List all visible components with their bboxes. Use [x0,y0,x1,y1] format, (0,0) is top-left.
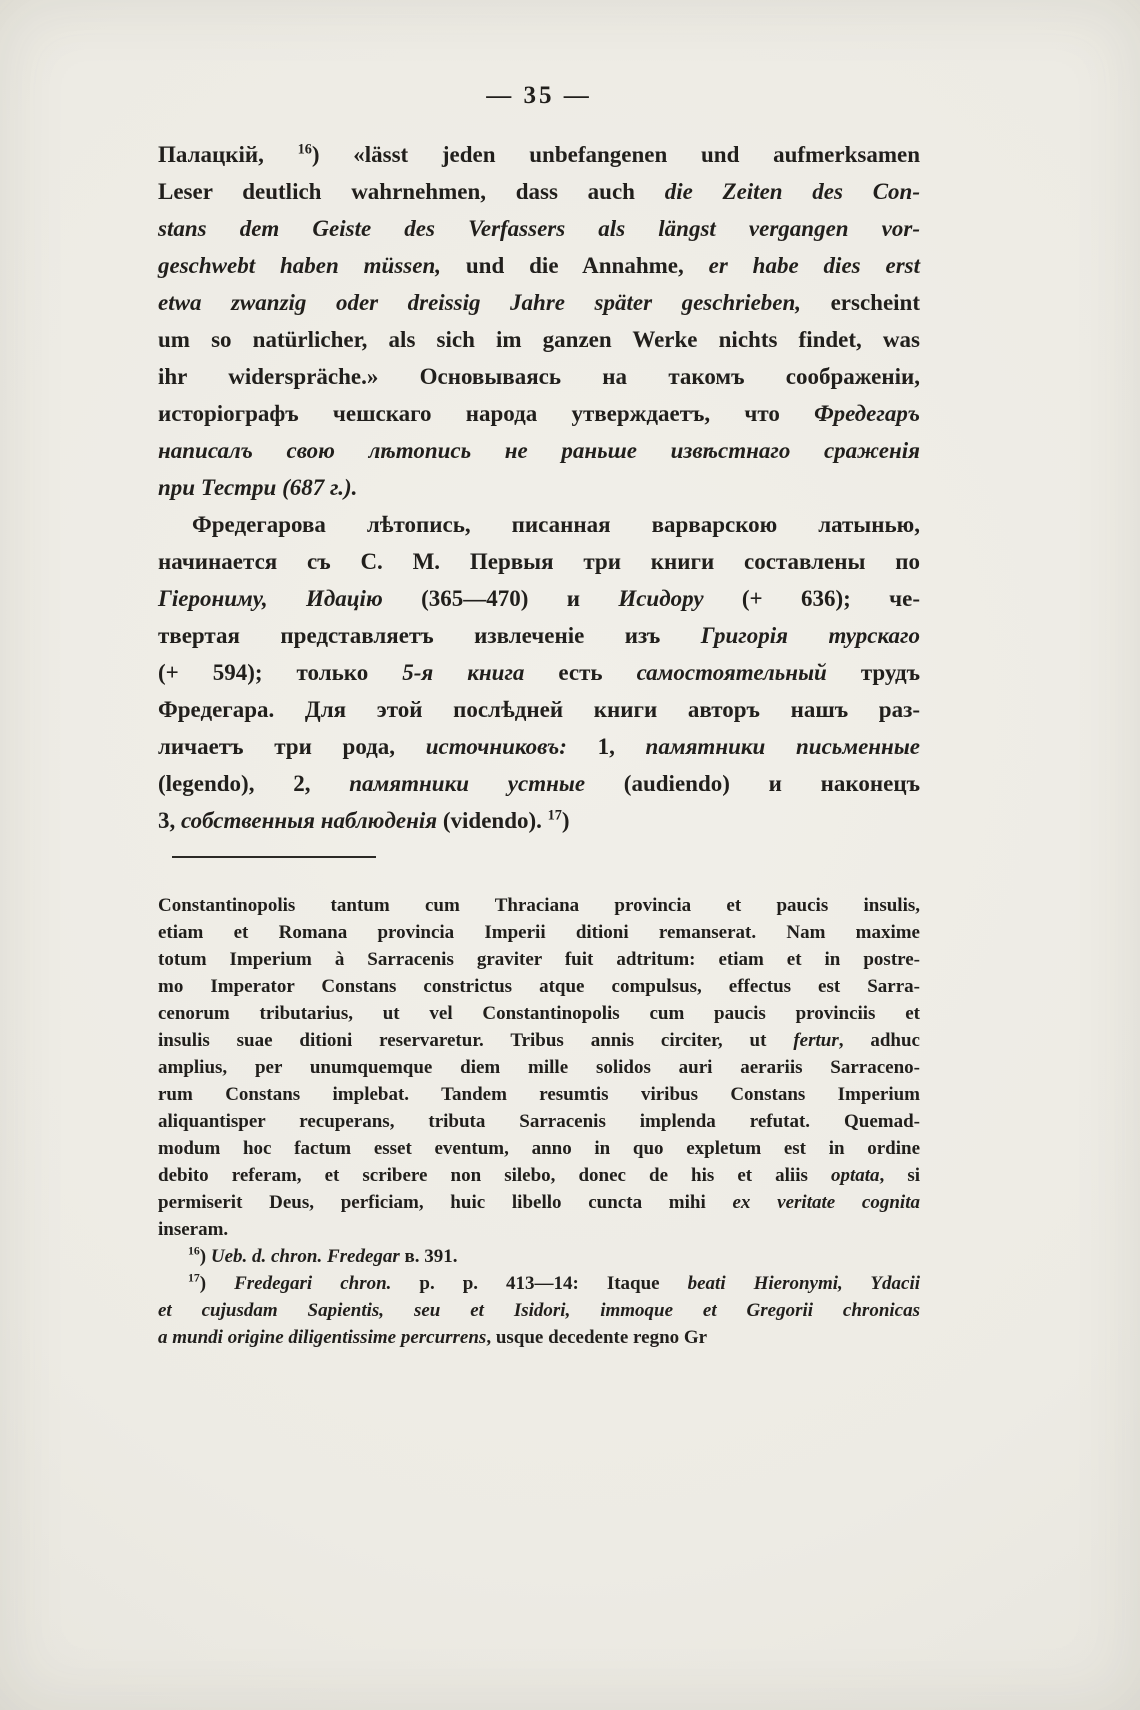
text-line [158,1081,920,1108]
text-segment: самостоятельный [636,660,827,685]
text-line [158,1162,920,1189]
text-segment: aliquantisper recuperans, tributa Sarracenis implenda refutat. Quemad- [158,1111,920,1132]
text-segment: etwa zwanzig oder dreissig Jahre später geschrieben, [158,290,831,315]
text-segment: (+ 636); че- [703,586,920,611]
text-segment: Григорія турскаго [700,623,920,648]
text-line [158,1108,920,1135]
text-line [158,358,920,395]
text-line [158,1216,920,1243]
text-line [158,543,920,580]
text-segment: rum Constans implebat. Tandem resumtis viribus Constans Imperium [158,1084,920,1105]
text-segment: p. p. 413—14: Itaque [391,1273,688,1294]
text-line [158,765,920,802]
text-line [158,617,920,654]
text-segment: ihr widerspräche.» Основываясь на такомъ соображеніи, [158,364,920,389]
text-segment: er habe dies erst [708,253,920,278]
text-segment: , si [879,1165,920,1186]
main-text-block [158,136,920,839]
text-line [158,1135,920,1162]
text-line [158,728,920,765]
footnote-ref: 17 [547,807,562,824]
text-segment: , usque decedente regno Gr [486,1327,708,1348]
text-segment: optata [830,1165,880,1186]
text-line [158,919,920,946]
text-segment: есть [524,660,637,685]
text-segment: личаетъ три рода, [158,734,426,759]
text-segment: собственныя наблюденія [181,808,438,833]
text-segment: stans dem Geiste des Verfassers als längst vergangen vor- [158,216,920,241]
text-line [158,580,920,617]
text-segment: начинается съ С. М. Первыя три книги составлены по [158,549,920,574]
footnote-ref: 16 [188,1244,200,1258]
text-segment: totum Imperium à Sarracenis graviter fuit adtritum: etiam et in postre- [158,949,920,970]
text-line [158,1243,920,1270]
text-segment: et cujusdam Sapientis, seu et Isidori, immoque et Gregorii chronicas [158,1300,920,1321]
text-line [158,691,920,728]
footnote-separator [172,856,376,858]
text-segment: 5-я книга [402,660,525,685]
text-segment: при Тестри (687 г.). [158,475,358,500]
text-line [158,1270,920,1297]
text-segment: ) [199,1273,235,1294]
text-segment: Фредегара. Для этой послѣдней книги авторъ нашъ раз- [158,697,920,722]
text-segment: erscheint [830,290,920,315]
text-segment: (videndo). [437,808,548,833]
text-segment: beati Hieronymi, Ydacii [687,1273,921,1294]
text-segment: Ueb. d. chron. Fredegar [210,1246,400,1267]
text-segment: um so natürlicher, als sich im ganzen Werke nichts findet, was [158,327,920,352]
text-line [158,321,920,358]
text-segment: Фредегаръ [814,401,920,426]
text-segment: modum hoc factum esset eventum, anno in quo expletum est in ordine [158,1138,920,1159]
text-segment: исторіографъ чешскаго народа утверждаетъ, что [158,401,815,426]
text-line [158,247,920,284]
text-segment: fertur [793,1030,839,1051]
text-segment: permiserit Deus, perficiam, huic libello cuncta mihi [158,1192,733,1213]
text-segment: трудъ [826,660,920,685]
text-segment: написалъ свою лѣтопись не раньше извѣстнаго сраженія [158,438,920,463]
text-line [158,506,920,543]
text-segment: 1, [566,734,646,759]
text-segment: und die Annahme, [465,253,709,278]
text-line [158,1297,920,1324]
footnote-ref: 17 [188,1271,200,1285]
text-segment: (audiendo) и наконецъ [585,771,920,796]
text-line [158,1000,920,1027]
text-segment: Палацкій, [158,142,298,167]
text-line [158,136,920,173]
text-line [158,1189,920,1216]
text-segment: etiam et Romana provincia Imperii ditioni remanserat. Nam maxime [158,922,920,943]
text-segment: cenorum tributarius, ut vel Constantinopolis cum paucis provinciis et [158,1003,920,1024]
text-line [158,469,920,506]
text-segment: Исидору [618,586,704,611]
text-segment: Constantinopolis tantum cum Thraciana provincia et paucis insulis, [158,895,920,916]
text-segment: в. 391. [399,1246,458,1267]
text-segment: ) [199,1246,211,1267]
text-segment: amplius, per unumquemque diem mille solidos auri aerariis Sarraceno- [158,1057,920,1078]
text-segment: Fredegari chron. [234,1273,392,1294]
text-segment: (365—470) и [382,586,619,611]
text-segment: памятники письменные [645,734,920,759]
text-segment: a mundi origine diligentissime percurrens [158,1327,487,1348]
text-line [158,802,920,839]
text-segment: 3, [158,808,181,833]
text-segment: mo Imperator Constans constrictus atque compulsus, effectus est Sarra- [158,976,920,997]
text-segment: Гіерониму, Идацію [158,586,383,611]
text-segment: geschwebt haben müssen, [158,253,466,278]
text-segment: Фредегарова лѣтопись, писанная варварскою латынью, [192,512,920,537]
text-segment: insulis suae ditioni reservaretur. Tribus annis circiter, ut [158,1030,794,1051]
text-segment: ) «lässt jeden unbefangenen und aufmerksamen [311,142,920,167]
text-line [158,284,920,321]
text-segment: die Zeiten des Con- [664,179,920,204]
text-line [158,210,920,247]
text-segment: ) [561,808,570,833]
text-line [158,395,920,432]
text-segment: inseram. [158,1219,229,1240]
text-line [158,1027,920,1054]
text-line [158,1054,920,1081]
footnote-ref: 16 [297,141,312,158]
text-line [158,946,920,973]
text-line [158,173,920,210]
text-segment: памятники устные [349,771,586,796]
page-number: — 35 — [486,82,592,109]
text-line [158,973,920,1000]
text-segment: (legendo), 2, [158,771,350,796]
text-segment: debito referam, et scribere non silebo, donec de his et aliis [158,1165,831,1186]
text-segment: (+ 594); только [158,660,403,685]
text-segment: ex veritate cognita [732,1192,920,1213]
text-line [158,892,920,919]
footnotes-block [158,892,920,1351]
text-segment: , adhuc [838,1030,920,1051]
text-segment: источниковъ: [425,734,567,759]
text-segment: твертая представляетъ извлеченіе изъ [158,623,701,648]
text-line [158,654,920,691]
text-segment: Leser deutlich wahrnehmen, dass auch [158,179,665,204]
text-line [158,1324,920,1351]
text-line [158,432,920,469]
